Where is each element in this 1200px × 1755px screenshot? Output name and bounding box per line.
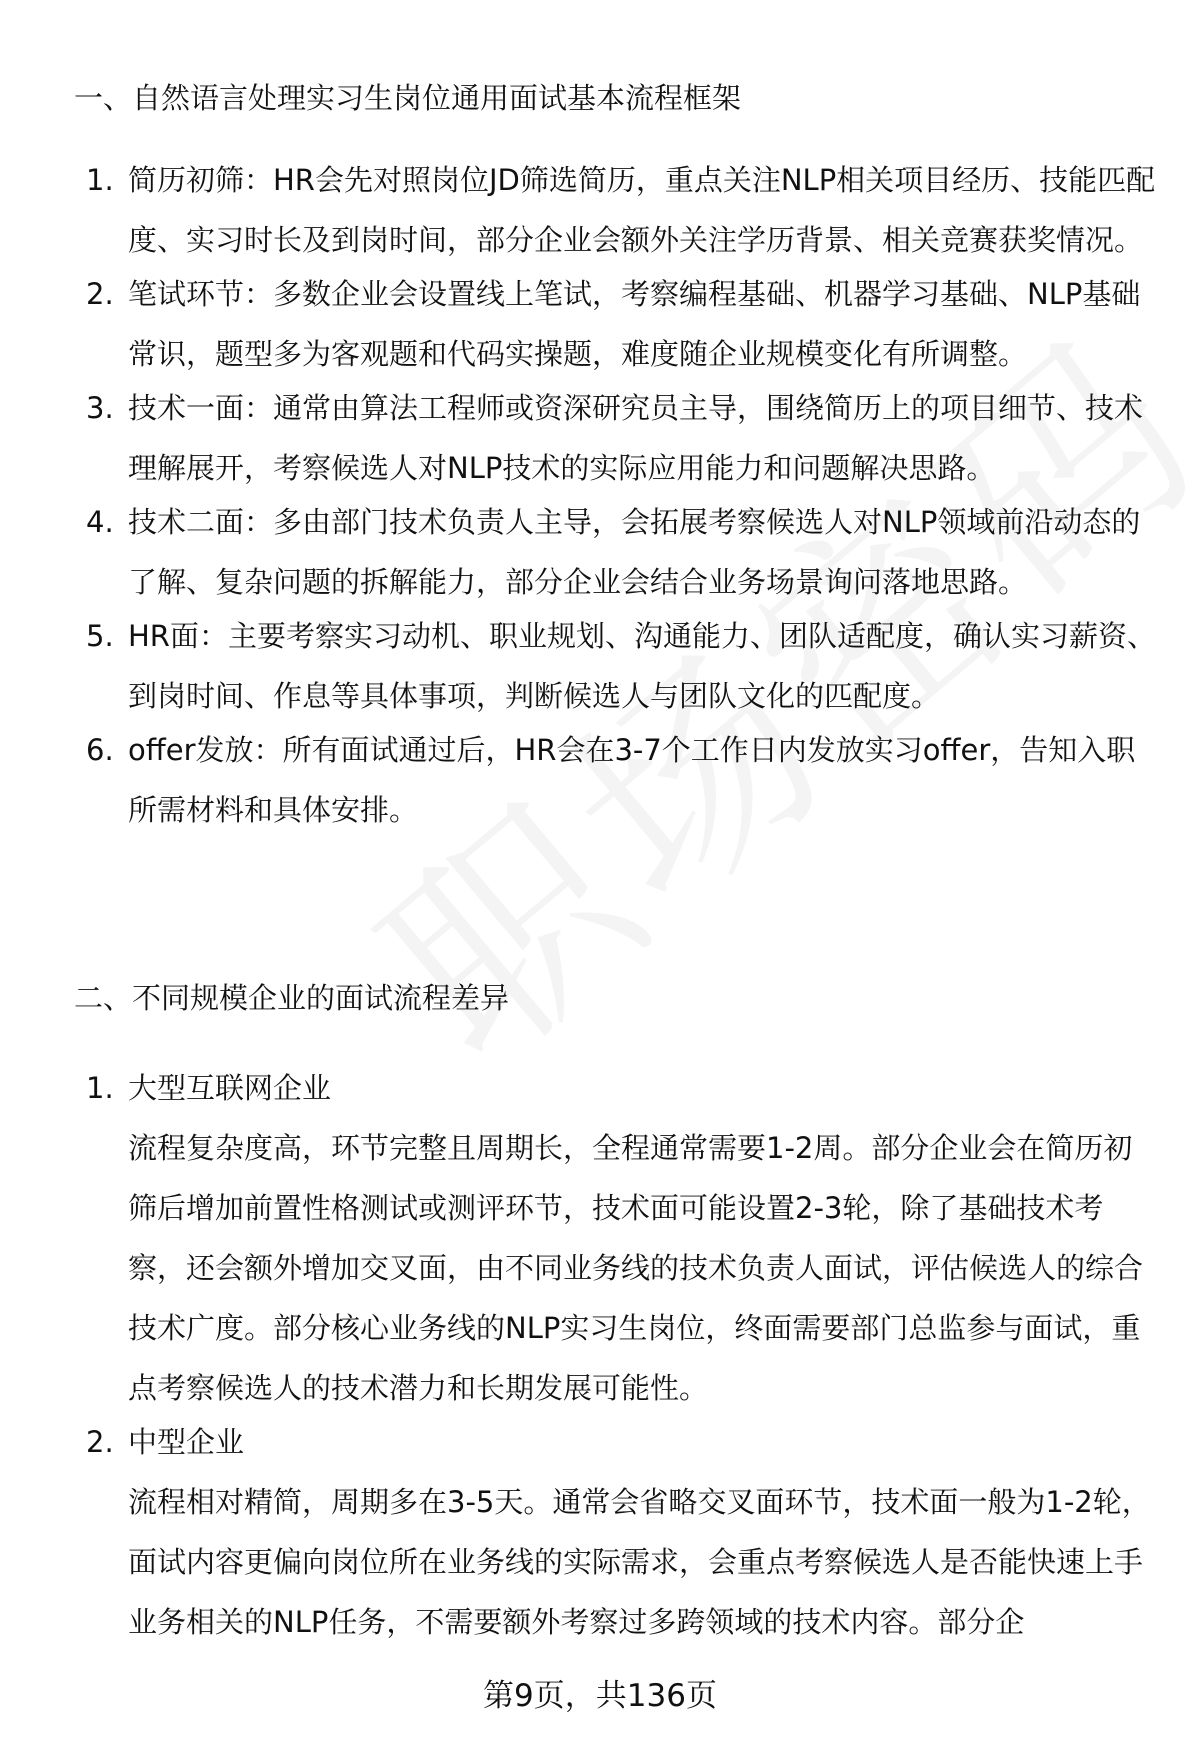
list-number: 2. bbox=[86, 1425, 114, 1459]
list-text: HR面：主要考察实习动机、职业规划、沟通能力、团队适配度，确认实习薪资、到岗时间、作息等具体事项，判断候选人与团队文化的匹配度。 bbox=[128, 619, 1156, 713]
list-number: 6. bbox=[86, 733, 114, 767]
list-text: 技术二面：多由部门技术负责人主导，会拓展考察候选人对NLP领域前沿动态的了解、复杂问题的拆解能力，部分企业会结合业务场景询问落地思路。 bbox=[128, 505, 1141, 599]
company-size-list bbox=[0, 1058, 1200, 1652]
list-number: 1. bbox=[86, 1071, 114, 1105]
list-item bbox=[0, 1058, 1200, 1418]
list-subtitle: 大型互联网企业 bbox=[128, 1071, 332, 1105]
section-title-2: 二、不同规模企业的面试流程差异 bbox=[74, 981, 510, 1015]
list-number: 1. bbox=[86, 163, 114, 197]
list-item bbox=[0, 264, 1200, 384]
list-item bbox=[0, 1412, 1200, 1652]
list-number: 4. bbox=[86, 505, 114, 539]
list-item bbox=[0, 150, 1200, 270]
process-list bbox=[0, 150, 1200, 840]
list-item bbox=[0, 606, 1200, 726]
list-item bbox=[0, 720, 1200, 840]
list-text: 简历初筛：HR会先对照岗位JD筛选简历，重点关注NLP相关项目经历、技能匹配度、实习时长及到岗时间，部分企业会额外关注学历背景、相关竞赛获奖情况。 bbox=[128, 163, 1156, 257]
list-item bbox=[0, 492, 1200, 612]
list-number: 3. bbox=[86, 391, 114, 425]
list-text: 流程相对精简，周期多在3-5天。通常会省略交叉面环节，技术面一般为1-2轮，面试内容更偏向岗位所在业务线的实际需求，会重点考察候选人是否能快速上手业务相关的NLP任务，不需要额外考察过多跨领域的技术内容。部分企 bbox=[128, 1485, 1151, 1639]
list-text: 技术一面：通常由算法工程师或资深研究员主导，围绕简历上的项目细节、技术理解展开，考察候选人对NLP技术的实际应用能力和问题解决思路。 bbox=[128, 391, 1144, 485]
section-title-1: 一、自然语言处理实习生岗位通用面试基本流程框架 bbox=[74, 81, 742, 115]
list-text: 流程复杂度高，环节完整且周期长，全程通常需要1-2周。部分企业会在简历初筛后增加前置性格测试或测评环节，技术面可能设置2-3轮，除了基础技术考察，还会额外增加交叉面，由不同业务线的技术负责人面试，评估候选人的综合技术广度。部分核心业务线的NLP实习生岗位，终面需要部门总监参与面试，重点考察候选人的技术潜力和长期发展可能性。 bbox=[128, 1131, 1144, 1405]
list-subtitle: 中型企业 bbox=[128, 1425, 245, 1459]
list-text: offer发放：所有面试通过后，HR会在3-7个工作日内发放实习offer，告知入职所需材料和具体安排。 bbox=[128, 733, 1136, 827]
list-item bbox=[0, 378, 1200, 498]
list-number: 5. bbox=[86, 619, 114, 653]
list-number: 2. bbox=[86, 277, 114, 311]
page-footer: 第9页，共136页 bbox=[483, 1678, 717, 1714]
list-text: 笔试环节：多数企业会设置线上笔试，考察编程基础、机器学习基础、NLP基础常识，题型多为客观题和代码实操题，难度随企业规模变化有所调整。 bbox=[128, 277, 1141, 371]
